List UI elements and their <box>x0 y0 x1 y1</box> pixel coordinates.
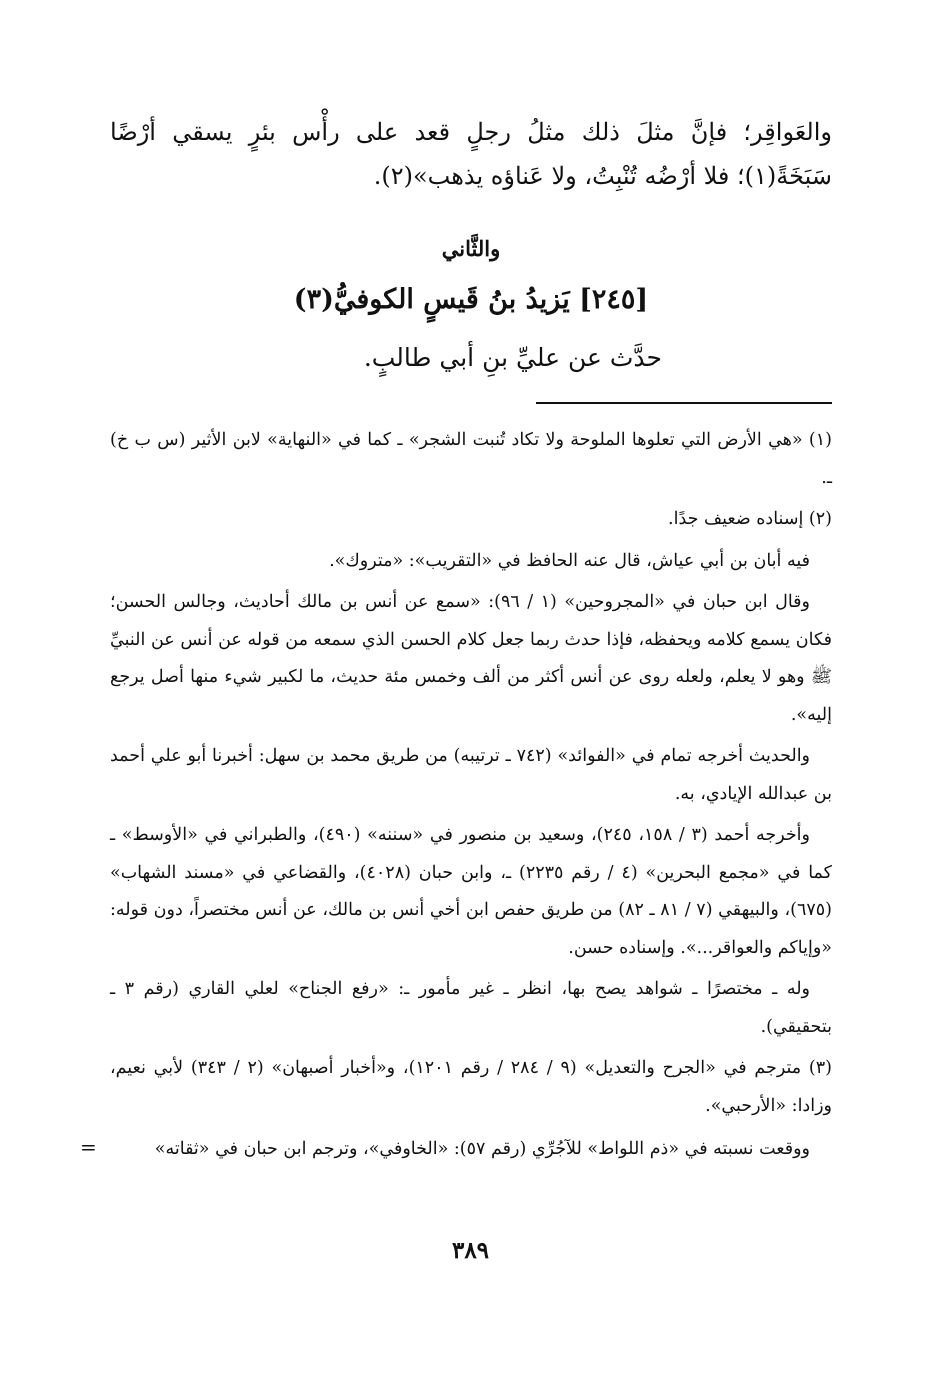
narration-line: حدَّث عن عليِّ بنِ أبي طالبٍ. <box>363 343 662 372</box>
section-label: والثَّاني <box>441 236 501 261</box>
page-number: ٣٨٩ <box>451 1237 490 1264</box>
footnote-separator <box>536 402 832 404</box>
footnote-2-paragraph: وقال ابن حبان في «المجروحين» (١ / ٩٦): «سمع عن أنس بن مالك أحاديث، وجالس الحسن؛ فكان يسمع كلامه ويحفظه، فإذا حدث ربما جعل كلام الحسن الذي سمعه من قوله عن أنس عن النبيِّ ﷺ وهو لا يعلم، ولعله روى عن أنس أكثر من ألف وخمس مئة حديث، ما لكبير شيء منها أصل يرجع إليه». <box>110 592 832 725</box>
continuation-mark: = <box>80 1135 97 1159</box>
footnote-2-paragraph: وأخرجه أحمد (٣ / ١٥٨، ٢٤٥)، وسعيد بن منصور في «سننه» (٤٩٠)، والطبراني في «الأوسط» ـ كما في «مجمع البحرين» (٤ / رقم ٢٢٣٥) ـ، وابن حبان (٤٠٢٨)، والقضاعي في «مسند الشهاب» (٦٧٥)، والبيهقي (٧ / ٨١ ـ ٨٢) من طريق حفص ابن أخي أنس بن مالك، عن أنس مختصراً، دون قوله: «وإياكم والعواقر...». وإسناده حسن. <box>110 825 832 958</box>
footnote-2-paragraph: والحديث أخرجه تمام في «الفوائد» (٧٤٢ ـ ترتيبه) من طريق محمد بن سهل: أخبرنا أبو علي أحمد بن عبدالله الإيادي، به. <box>110 746 832 804</box>
main-paragraph: والعَواقِر؛ فإنَّ مثلَ ذلك مثلُ رجلٍ قعد على رأْس بئرٍ يسقي أرْضًا سَبَخَةً(١)؛ فلا أرْضُه تُنْبِتُ، ولا عَناؤه يذهب»(٢). <box>110 118 832 190</box>
page-content <box>80 110 832 1169</box>
footnote-3-continuation <box>80 1129 832 1169</box>
footnote-2-paragraph: فيه أبان بن أبي عياش، قال عنه الحافظ في «التقريب»: «متروك». <box>329 550 810 571</box>
footnote-2-paragraph: وله ـ مختصرًا ـ شواهد يصح بها، انظر ـ غير مأمور ـ: «رفع الجناح» لعلي القاري (رقم ٣ ـ بتحقيقي). <box>110 979 832 1037</box>
footnote-3: (٣) مترجم في «الجرح والتعديل» (٩ / ٢٨٤ / رقم ١٢٠١)، و«أخبار أصبهان» (٢ / ٣٤٣) لأبي نعيم، وزادا: «الأرحبي». <box>110 1058 832 1116</box>
footnote-1: (١) «هي الأرض التي تعلوها الملوحة ولا تكاد تُنبت الشجر» ـ كما في «النهاية» لابن الأثير (س ب خ) ـ. <box>110 430 832 488</box>
entry-title: [٢٤٥] يَزيدُ بنُ قَيسٍ الكوفيُّ(٣) <box>293 284 649 315</box>
footnote-2: (٢) إسناده ضعيف جدًا. <box>668 509 832 529</box>
footnote-3-paragraph: ووقعت نسبته في «ذم اللواط» للآجُرِّي (رقم ٥٧): «الخاوفي»، وترجم ابن حبان في «ثقاته» <box>154 1139 810 1159</box>
footnotes <box>80 422 832 1169</box>
